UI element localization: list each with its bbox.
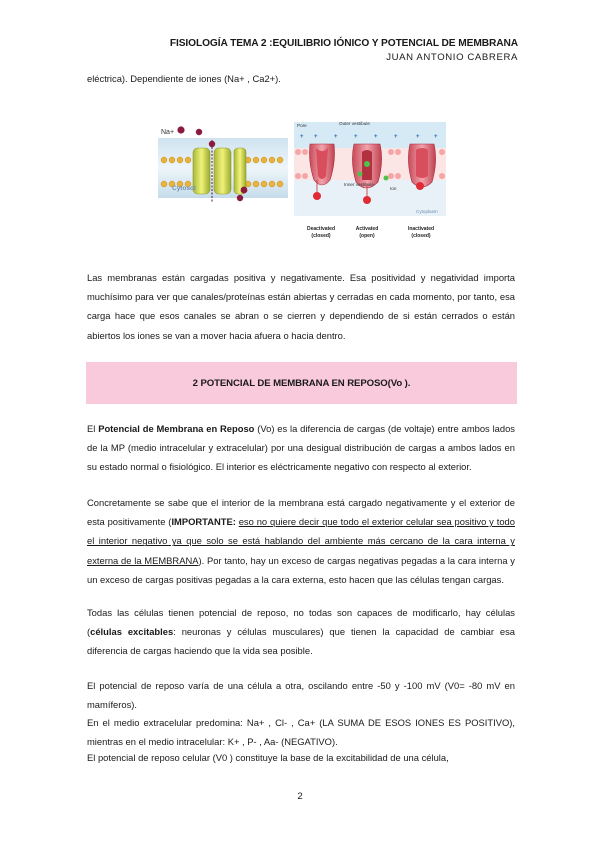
state-activated-line1: Activated	[355, 226, 379, 232]
cytoplasm-label: Cytoplasm	[416, 209, 438, 214]
paragraph-membranes: Las membranas están cargadas positiva y negativamente. Esa positividad y negatividad importa muchísimo para ver que canales/proteínas están abiertas y cerradas en cada momento, por tanto, esa carga hace que esos canales se abran o se cierren y dependiendo de si están cerrados o están abiertos los iones se van a mover hacia afuera o hacia dentro.	[87, 272, 515, 341]
paragraph-potential-range: El potencial de reposo varía de una célula a otra, oscilando entre -50 y -100 mV (V0= -80 mV en mamíferos).	[87, 680, 515, 711]
state-inactivated-line2: (closed)	[411, 233, 431, 239]
underlined-note: eso no quiere decir que todo el exterior celular sea positivo y todo el interior negativo ya que solo se está hablando del ambiente más cercano de la cara interna y externa de la MEMBRANA	[87, 516, 515, 566]
na-ion-label: Na+	[161, 129, 175, 136]
svg-text:+: +	[374, 134, 378, 140]
outer-vestibule-label: Outer vestibule	[339, 121, 370, 126]
ion-label: Ion	[390, 186, 397, 191]
section-heading: 2 POTENCIAL DE MEMBRANA EN REPOSO(Vo ).	[192, 377, 411, 389]
cytosol-label: Cytosol	[172, 185, 196, 192]
ion-channel-figure	[158, 118, 446, 248]
pore-label: Pore	[297, 123, 307, 128]
state-activated-line2: (open)	[359, 233, 375, 239]
left-channel-panel	[158, 126, 288, 203]
state-deactivated-line1: Deactivated	[306, 226, 336, 232]
right-channel-panel	[294, 118, 446, 239]
term-excitable-cells: células excitables	[90, 626, 174, 638]
inner-vestibule-label: Inner vestibule	[344, 182, 374, 187]
important-label: IMPORTANTE:	[171, 516, 236, 528]
svg-text:+: +	[416, 134, 420, 140]
state-deactivated-line2: (closed)	[311, 233, 331, 239]
svg-text:+: +	[394, 134, 398, 140]
page-number: 2	[297, 791, 303, 802]
term-resting-potential: Potencial de Membrana en Reposo	[98, 423, 255, 434]
paragraph-excitability-base: El potencial de reposo celular (V0 ) constituye la base de la excitabilidad de una célula,	[87, 752, 449, 763]
paragraph-charge-distribution: Concretamente se sabe que el interior de la membrana está cargado negativamente y el exterior de esta positivamente (IMPORTANTE: eso no quiere decir que todo el exterior celular sea positivo y todo el interior negativo ya que solo se está hablando del ambiente más cercano de la cara interna y externa de la MEMBRANA). Por tanto, hay un exceso de cargas negativas pegadas a la cara interna y un exceso de cargas positivas pegadas a la cara externa, esto hacen que las células tengan cargas.	[87, 497, 515, 585]
state-inactivated-line1: Inactivated	[407, 226, 435, 232]
svg-text:+: +	[300, 134, 304, 140]
svg-text:+: +	[354, 134, 358, 140]
svg-text:+: +	[334, 134, 338, 140]
paragraph-excitable-cells: Todas las células tienen potencial de reposo, no todas son capaces de modificarlo, hay células (células excitables: neuronas y células musculares) que tienen la capacidad de cambiar esa diferencia de cargas haciendo que la vida sea posible.	[87, 607, 515, 657]
page-header	[170, 37, 518, 65]
section-heading-banner	[86, 362, 517, 404]
header-author: JUAN ANTONIO CABRERA	[386, 52, 518, 63]
paragraph-resting-potential-definition: El Potencial de Membrana en Reposo (Vo) es la diferencia de cargas (de voltaje) entre ambos lados de la MP (medio intracelular y extracelular) por una desigual distribución de cargas a ambos lados en su estado normal o fisiológico. El interior es eléctricamente negativo con respecto al exterior.	[87, 423, 515, 473]
svg-text:+: +	[434, 134, 438, 140]
header-title: FISIOLOGÍA TEMA 2 :EQUILIBRIO IÓNICO Y POTENCIAL DE MEMBRANA	[169, 38, 518, 49]
svg-text:+: +	[314, 134, 318, 140]
intro-line: eléctrica). Dependiente de iones (Na+ , Ca2+).	[87, 73, 281, 84]
paragraph-ion-distribution: En el medio extracelular predomina: Na+ , Cl- , Ca+ (LA SUMA DE ESOS IONES ES POSITIVO), mientras en el medio intracelular: K+ , P- , Aa- (NEGATIVO).	[87, 717, 515, 748]
